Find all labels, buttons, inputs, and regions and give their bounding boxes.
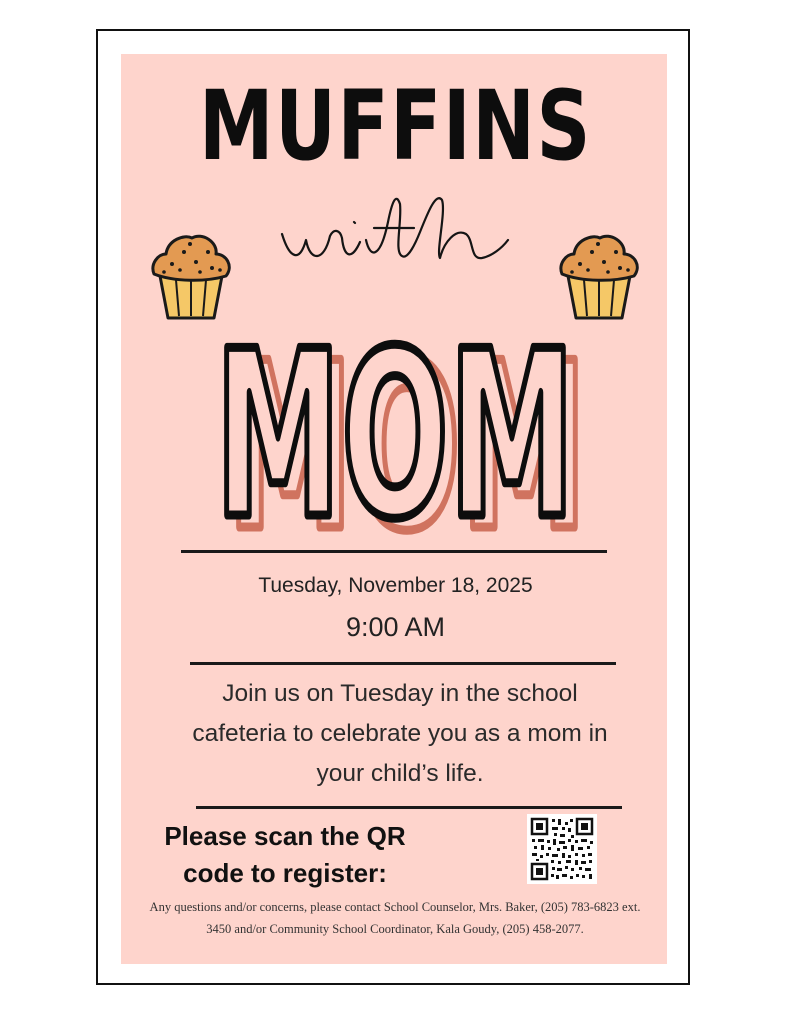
qr-code[interactable] [527,814,597,884]
script-word-with [270,182,520,272]
title-muffins: MUFFINS [199,70,592,182]
muffin-icon [558,230,640,322]
register-line-2: code to register: [183,858,387,888]
register-line-1: Please scan the QR [164,821,406,851]
event-time: 9:00 AM [345,612,446,642]
register-instructions [140,818,430,892]
muffin-icon [150,230,232,322]
event-date: Tuesday, November 18, 2025 [258,574,533,597]
event-description: Join us on Tuesday in the school cafeteria to celebrate you as a mom in your child’s life. [192,680,608,787]
headline-mom [195,320,595,540]
divider [181,550,607,553]
headline-mom-shadow: MOM [227,320,587,540]
contact-info: Any questions and/or concerns, please contact School Counselor, Mrs. Baker, (205) 783-6823 ext. 3450 and/or Community School Coordinator, Kala Goudy, (205) 458-2077. [149,900,641,936]
script-word-text: with [393,270,397,271]
divider [190,662,616,665]
divider [196,806,622,809]
headline-mom-outline: MOM [215,320,575,540]
